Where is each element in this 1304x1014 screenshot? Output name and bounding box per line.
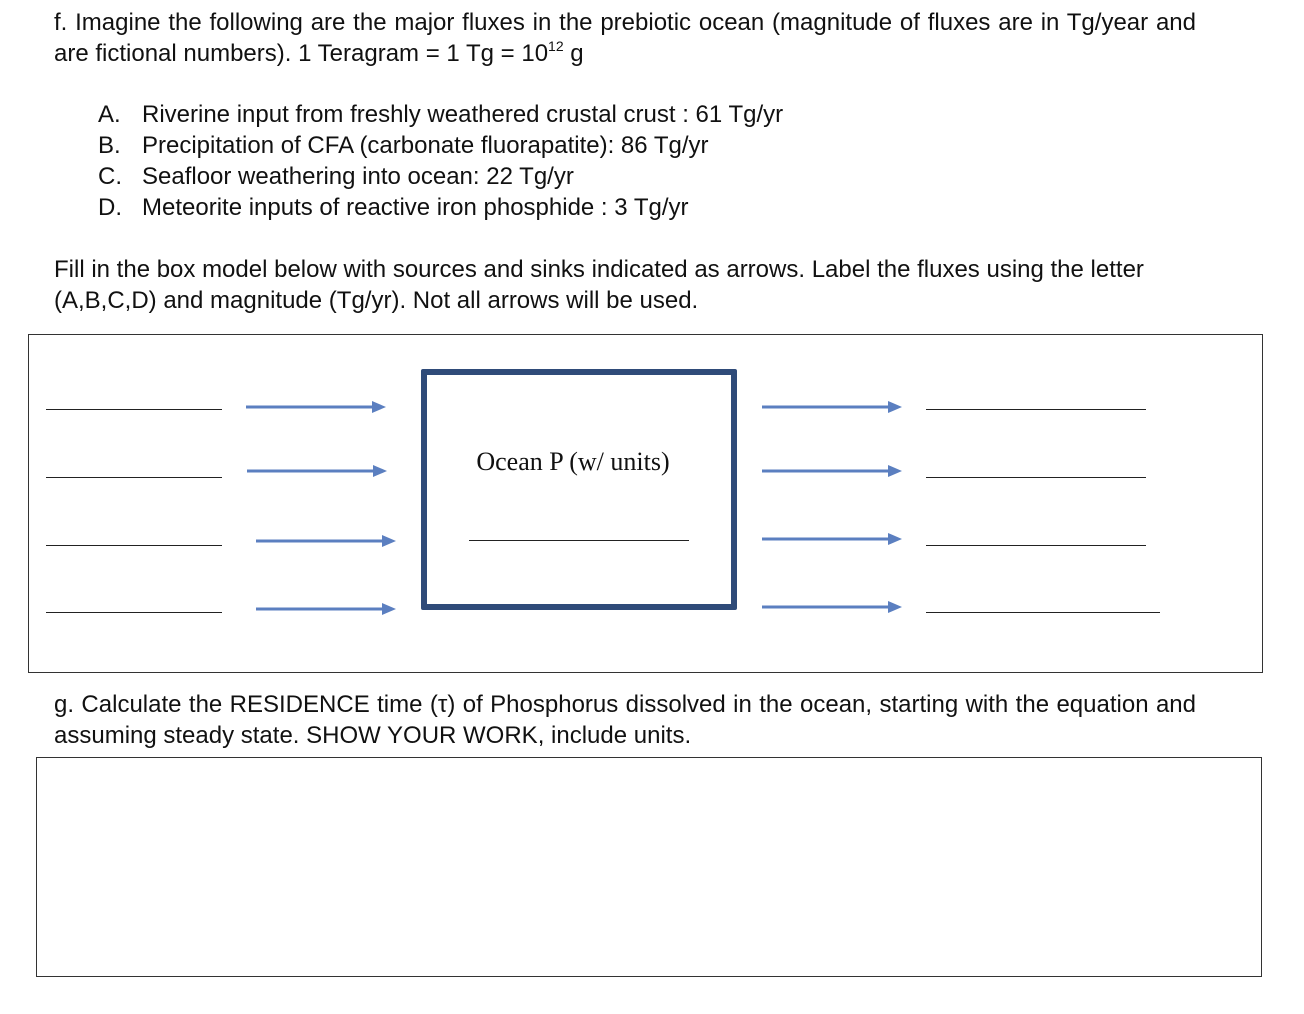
flux-letter: B. — [98, 132, 121, 159]
flux-text: Meteorite inputs of reactive iron phosphide : 3 Tg/yr — [142, 194, 689, 221]
question-f-text — [54, 7, 1196, 69]
right-arrow-1 — [762, 399, 902, 415]
flux-letter: A. — [98, 101, 121, 128]
flux-text: Riverine input from freshly weathered crustal crust : 61 Tg/yr — [142, 101, 784, 128]
left-blank-line-1[interactable] — [46, 409, 222, 410]
left-blank-line-2[interactable] — [46, 477, 222, 478]
ocean-value-blank-line[interactable] — [469, 540, 689, 541]
right-arrow-4 — [762, 599, 902, 615]
flux-letter: D. — [98, 194, 122, 221]
question-f-exponent: 12 — [548, 38, 564, 54]
left-blank-line-3[interactable] — [46, 545, 222, 546]
left-arrow-2 — [247, 463, 387, 479]
left-arrow-3 — [256, 533, 396, 549]
left-arrow-1 — [246, 399, 386, 415]
ocean-label: Ocean P (w/ units) — [476, 447, 670, 476]
flux-list — [98, 99, 783, 223]
flux-item-c — [98, 161, 783, 192]
right-arrow-2 — [762, 463, 902, 479]
right-blank-line-2[interactable] — [926, 477, 1146, 478]
right-blank-line-3[interactable] — [926, 545, 1146, 546]
flux-text: Precipitation of CFA (carbonate fluorapatite): 86 Tg/yr — [142, 132, 709, 159]
flux-item-a — [98, 99, 783, 130]
left-blank-line-4[interactable] — [46, 612, 222, 613]
flux-text: Seafloor weathering into ocean: 22 Tg/yr — [142, 163, 574, 190]
question-g-text: g. Calculate the RESIDENCE time (τ) of Phosphorus dissolved in the ocean, starting with the equation and assuming steady state. SHOW YOUR WORK, include units. — [54, 691, 1196, 749]
left-arrow-4 — [256, 601, 396, 617]
flux-letter: C. — [98, 163, 122, 190]
right-blank-line-4[interactable] — [926, 612, 1160, 613]
question-f-unit: g — [563, 40, 584, 67]
flux-item-b — [98, 130, 783, 161]
flux-item-d — [98, 192, 783, 223]
residence-time-answer-box[interactable] — [36, 757, 1262, 977]
question-f-intro: f. Imagine the following are the major fluxes in the prebiotic ocean (magnitude of fluxes are in Tg/year and are fictional numbers). 1 Teragram = 1 Tg = 10 — [54, 9, 1196, 67]
right-blank-line-1[interactable] — [926, 409, 1146, 410]
instructions-text: Fill in the box model below with sources and sinks indicated as arrows. Label the fluxes using the letter (A,B,C,D) and magnitude (Tg/yr). Not all arrows will be used. — [54, 256, 1144, 314]
right-arrow-3 — [762, 531, 902, 547]
ocean-box — [421, 369, 737, 610]
